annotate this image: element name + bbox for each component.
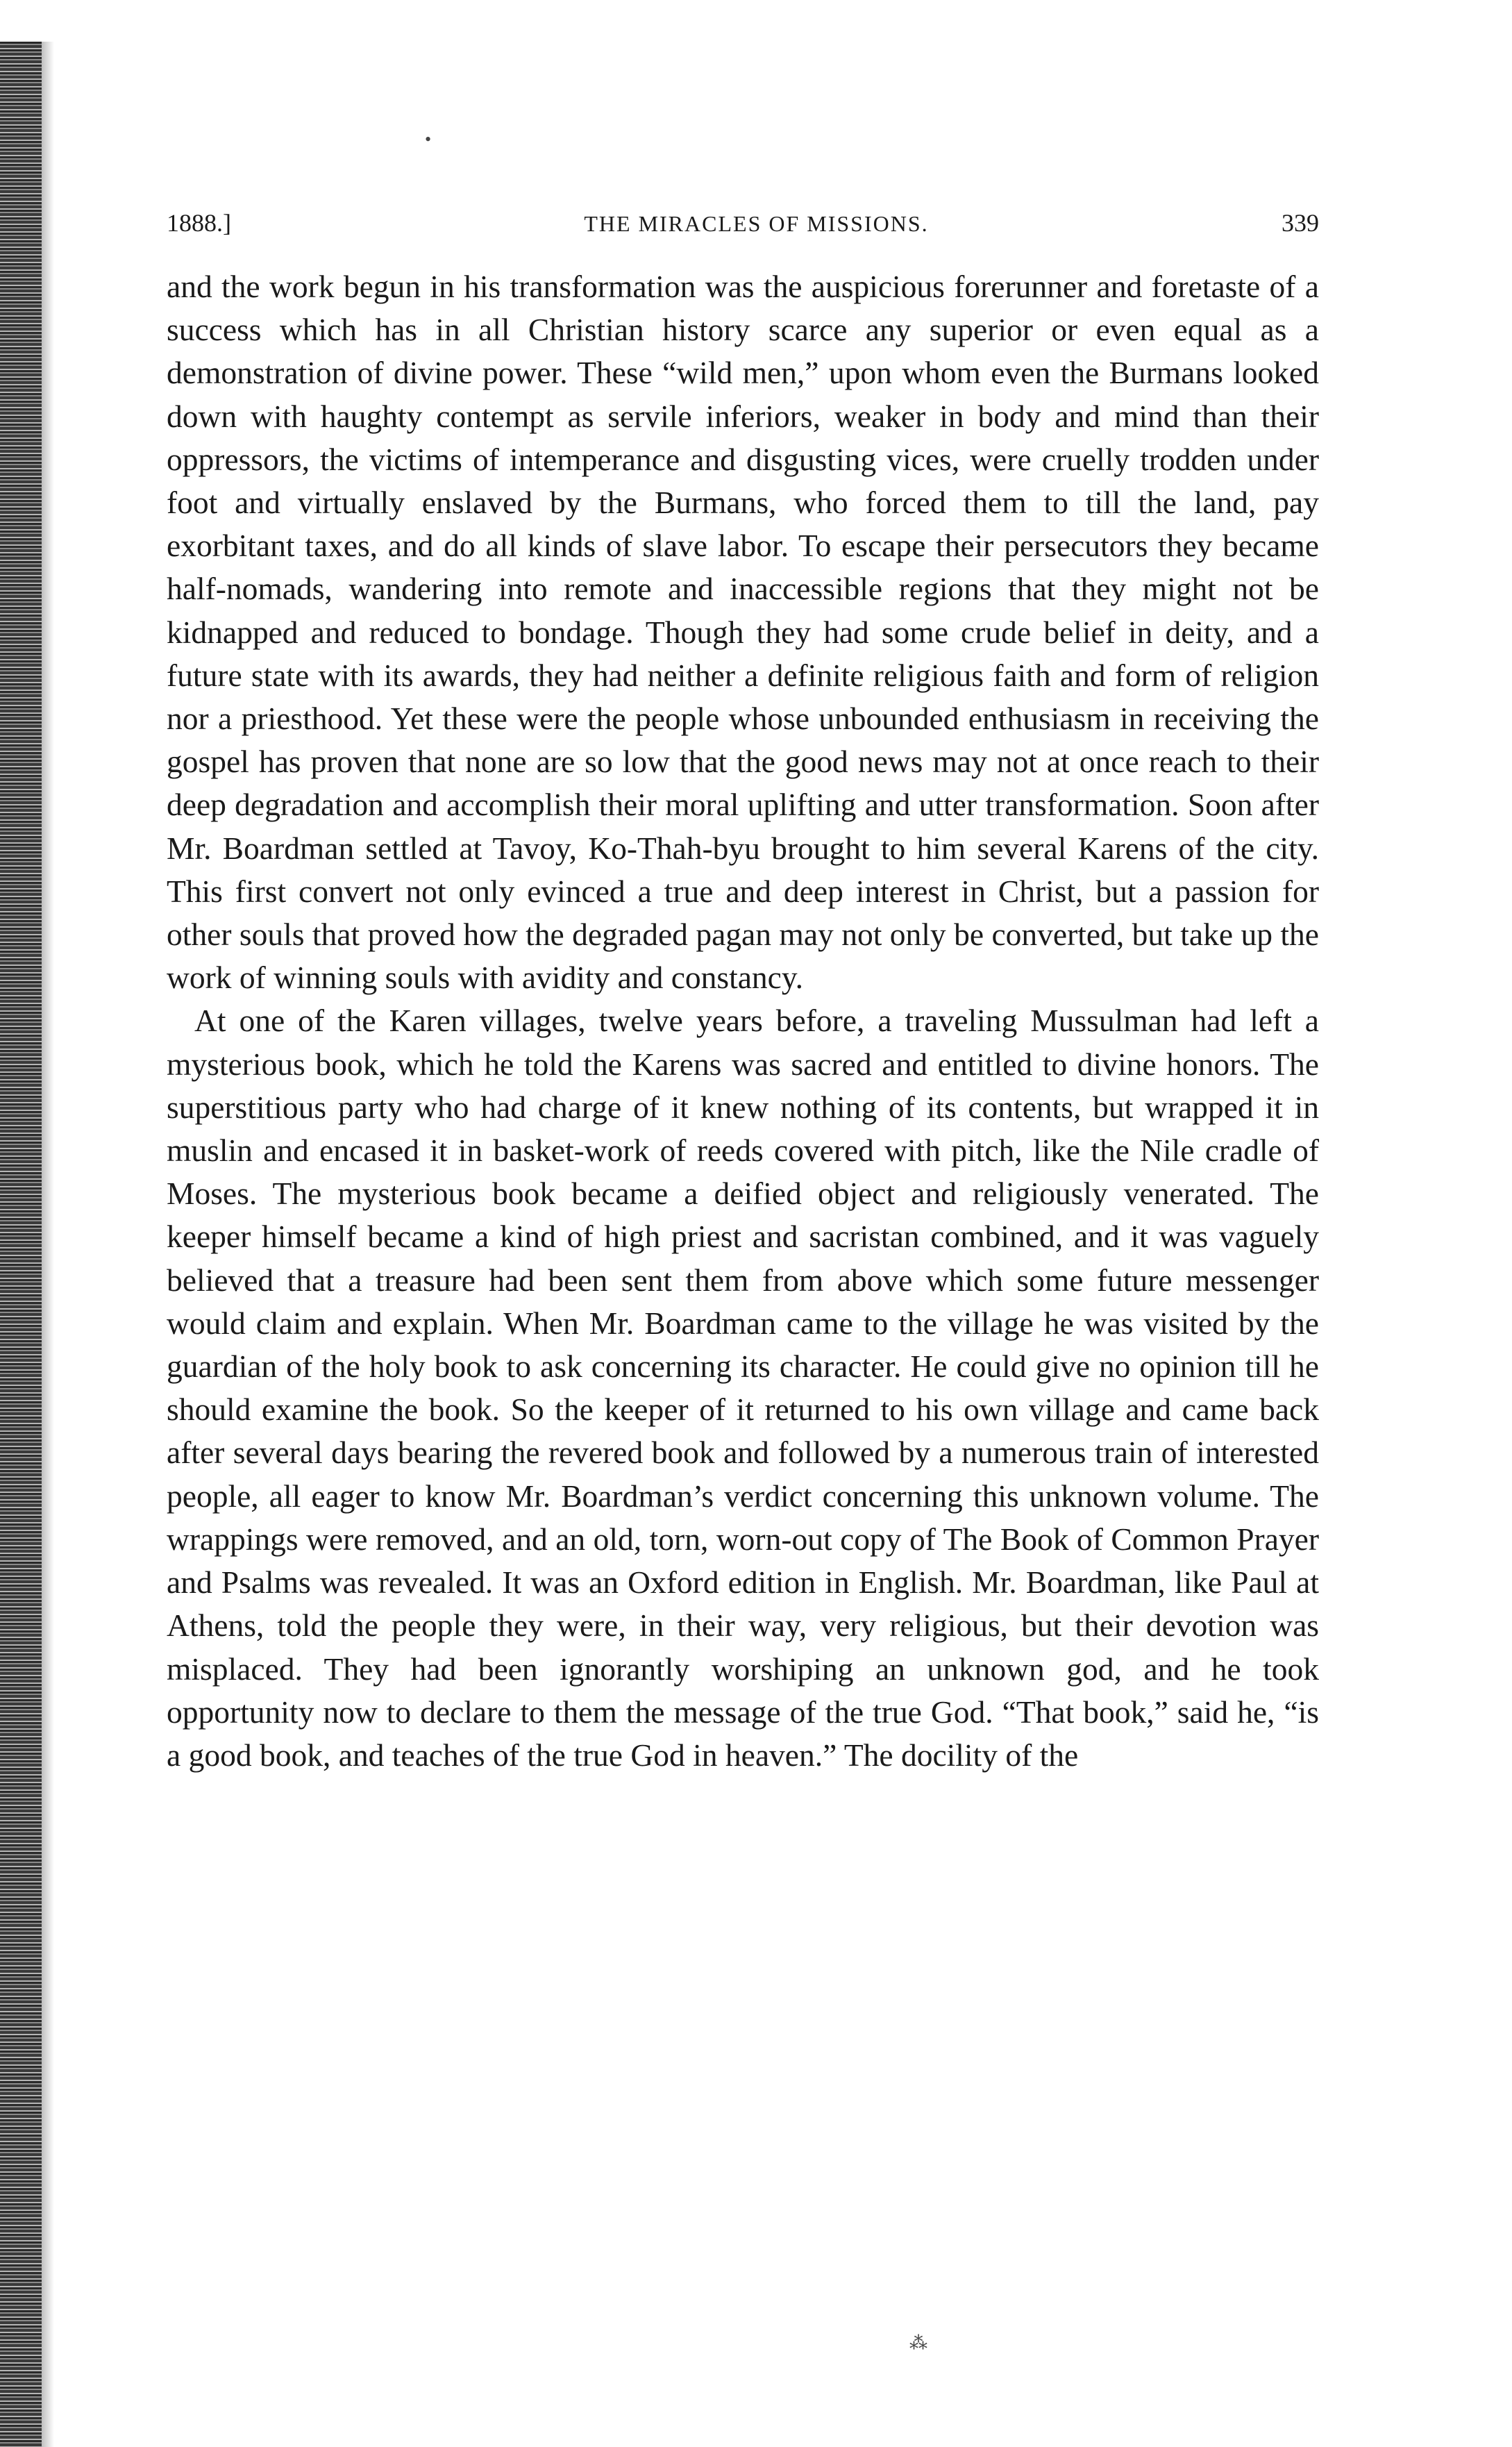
stray-mark: •: [425, 129, 432, 149]
header-title: THE MIRACLES OF MISSIONS.: [584, 211, 929, 236]
page-number: 339: [1282, 209, 1319, 237]
running-head: [167, 208, 1319, 237]
body-text: [167, 265, 1319, 1777]
paragraph: and the work begun in his transformation was the auspicious forerunner and foretaste of a success which has in all Christian history scarce any superior or even equal as a demonstration of divine power. These “wild men,” upon whom even the Burmans looked down with haughty contempt as servile inferiors, weaker in body and mind than their oppressors, the victims of intemperance and disgusting vices, were cruelly trodden under foot and virtually enslaved by the Burmans, who forced them to till the land, pay exorbitant taxes, and do all kinds of slave labor. To escape their persecutors they became half-nomads, wandering into remote and inaccessible regions that they might not be kidnapped and reduced to bondage. Though they had some crude belief in deity, and a future state with its awards, they had neither a definite religious faith and form of religion nor a priesthood. Yet these were the people whose unbounded enthusiasm in receiving the gospel has proven that none are so low that the good news may not at once reach to their deep degradation and accomplish their moral uplifting and utter transformation. Soon after Mr. Boardman settled at Tavoy, Ko-Thah-byu brought to him several Karens of the city. This first convert not only evinced a true and deep interest in Christ, but a passion for other souls that proved how the degraded pagan may not only be converted, but take up the work of winning souls with avidity and constancy.: [167, 269, 1319, 996]
paragraph: At one of the Karen villages, twelve years before, a traveling Mussulman had left a mysterious book, which he told the Karens was sacred and entitled to divine honors. The superstitious party who had charge of it knew nothing of its contents, but wrapped it in muslin and encased it in basket-work of reeds covered with pitch, like the Nile cradle of Moses. The mysterious book became a deified object and religiously venerated. The keeper himself became a kind of high priest and sacristan combined, and it was vaguely believed that a treasure had been sent them from above which some future messenger would claim and explain. When Mr. Boardman came to the village he was visited by the guardian of the holy book to ask concerning its character. He could give no opinion till he should examine the book. So the keeper of it returned to his own village and came back after several days bearing the revered book and followed by a numerous train of interested people, all eager to know Mr. Boardman’s verdict concerning this unknown volume. The wrappings were removed, and an old, torn, worn-out copy of The Book of Common Prayer and Psalms was revealed. It was an Oxford edition in English. Mr. Boardman, like Paul at Athens, told the people they were, in their way, very religious, but their devotion was misplaced. They had been ignorantly worshiping an unknown god, and he took opportunity now to declare to them the message of the true God. “That book,” said he, “is a good book, and teaches of the true God in heaven.” The docility of the: [167, 1003, 1319, 1773]
book-page: [167, 208, 1319, 1777]
header-year: 1888.]: [167, 209, 231, 237]
binding-edge: [0, 42, 42, 2447]
stray-mark: ⁂: [909, 2333, 927, 2353]
